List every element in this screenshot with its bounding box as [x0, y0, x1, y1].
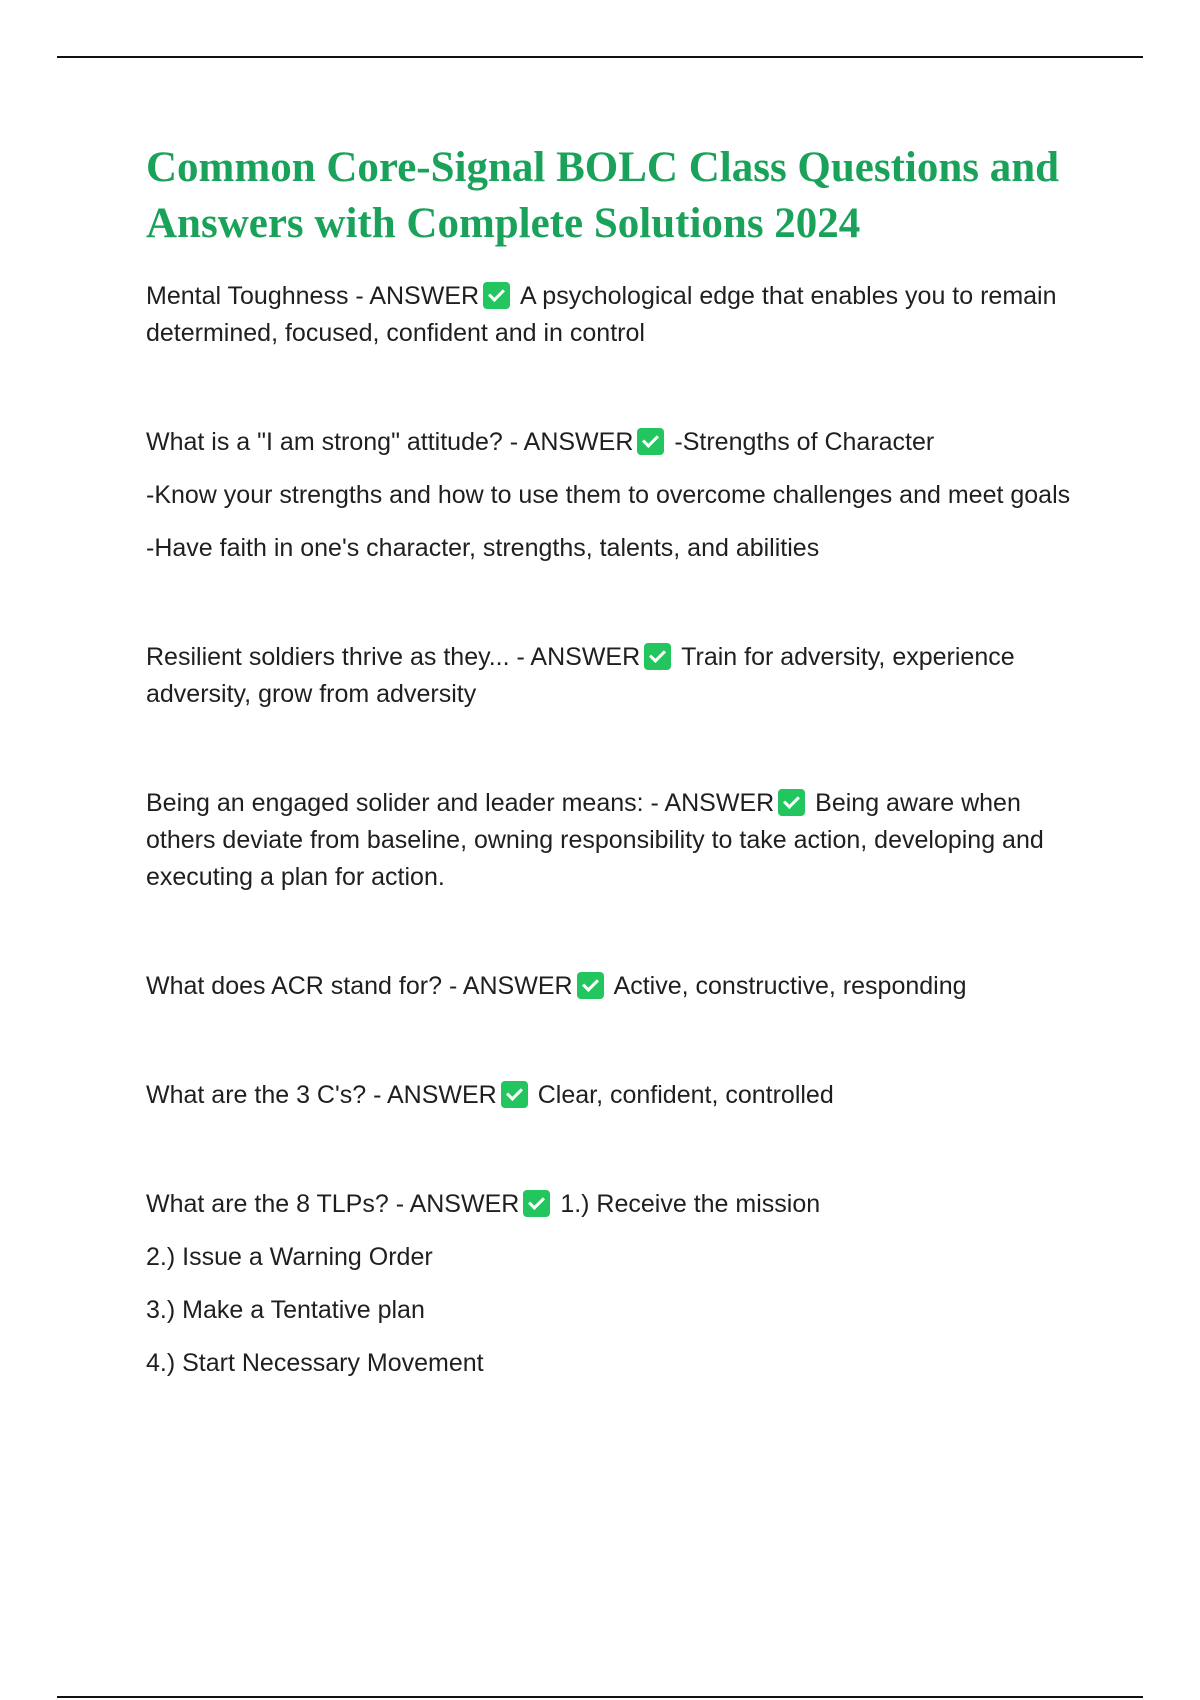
qa-line — [146, 1077, 1096, 1114]
answer-text: Active, constructive, responding — [613, 972, 967, 1000]
check-box-icon — [644, 643, 671, 670]
check-box-icon — [523, 1190, 550, 1217]
answer-text: -Strengths of Character — [674, 428, 935, 456]
check-box-icon — [637, 428, 664, 455]
answer-continuation: 3.) Make a Tentative plan — [146, 1296, 425, 1324]
answer-continuation: 2.) Issue a Warning Order — [146, 1243, 433, 1271]
answer-marker: - ANSWER — [650, 789, 775, 817]
answer-text: 1.) Receive the mission — [560, 1190, 821, 1218]
check-box-icon — [483, 282, 510, 309]
qa-item — [146, 785, 1096, 896]
qa-line — [146, 1186, 1096, 1223]
answer-marker: - ANSWER — [509, 428, 634, 456]
qa-item — [146, 639, 1096, 713]
answer-marker: - ANSWER — [516, 643, 641, 671]
check-box-icon — [778, 789, 805, 816]
document-title: Common Core-Signal BOLC Class Questions and Answers with Complete Solutions 2024 — [146, 144, 1060, 247]
answer-marker: - ANSWER — [355, 282, 480, 310]
question-text: Resilient soldiers thrive as they... — [146, 643, 510, 671]
qa-line — [146, 424, 1096, 461]
answer-continuation: -Have faith in one's character, strengths, talents, and abilities — [146, 534, 820, 562]
question-text: What is a "I am strong" attitude? — [146, 428, 503, 456]
document-body — [146, 140, 1096, 1382]
question-text: Being an engaged solider and leader means: — [146, 789, 644, 817]
answer-text: Clear, confident, controlled — [537, 1081, 834, 1109]
question-text: What are the 8 TLPs? — [146, 1190, 389, 1218]
qa-item — [146, 1077, 1096, 1114]
answer-marker: - ANSWER — [373, 1081, 497, 1109]
answer-text: Being aware when others deviate from baseline, owning responsibility to take action, developing and executing a plan for action. — [146, 789, 1044, 891]
qa-line — [146, 278, 1096, 352]
question-text: Mental Toughness — [146, 282, 349, 310]
qa-item — [146, 424, 1096, 567]
top-rule — [57, 56, 1143, 58]
question-text: What does ACR stand for? — [146, 972, 442, 1000]
answer-marker: - ANSWER — [448, 972, 573, 1000]
answer-text: Train for adversity, experience adversity, grow from adversity — [146, 643, 1015, 708]
answer-continuation: 4.) Start Necessary Movement — [146, 1349, 484, 1377]
answer-text: A psychological edge that enables you to remain determined, focused, confident and in control — [146, 282, 1057, 347]
qa-item — [146, 968, 1096, 1005]
qa-line — [146, 785, 1096, 896]
bottom-rule — [57, 1696, 1143, 1698]
qa-line — [146, 968, 1096, 1005]
qa-item — [146, 1186, 1096, 1382]
qa-line — [146, 639, 1096, 713]
check-box-icon — [501, 1081, 528, 1108]
answer-continuation: -Know your strengths and how to use them to overcome challenges and meet goals — [146, 481, 1071, 509]
answer-marker: - ANSWER — [395, 1190, 520, 1218]
qa-item — [146, 278, 1096, 352]
check-box-icon — [577, 972, 604, 999]
question-text: What are the 3 C's? — [146, 1081, 367, 1109]
